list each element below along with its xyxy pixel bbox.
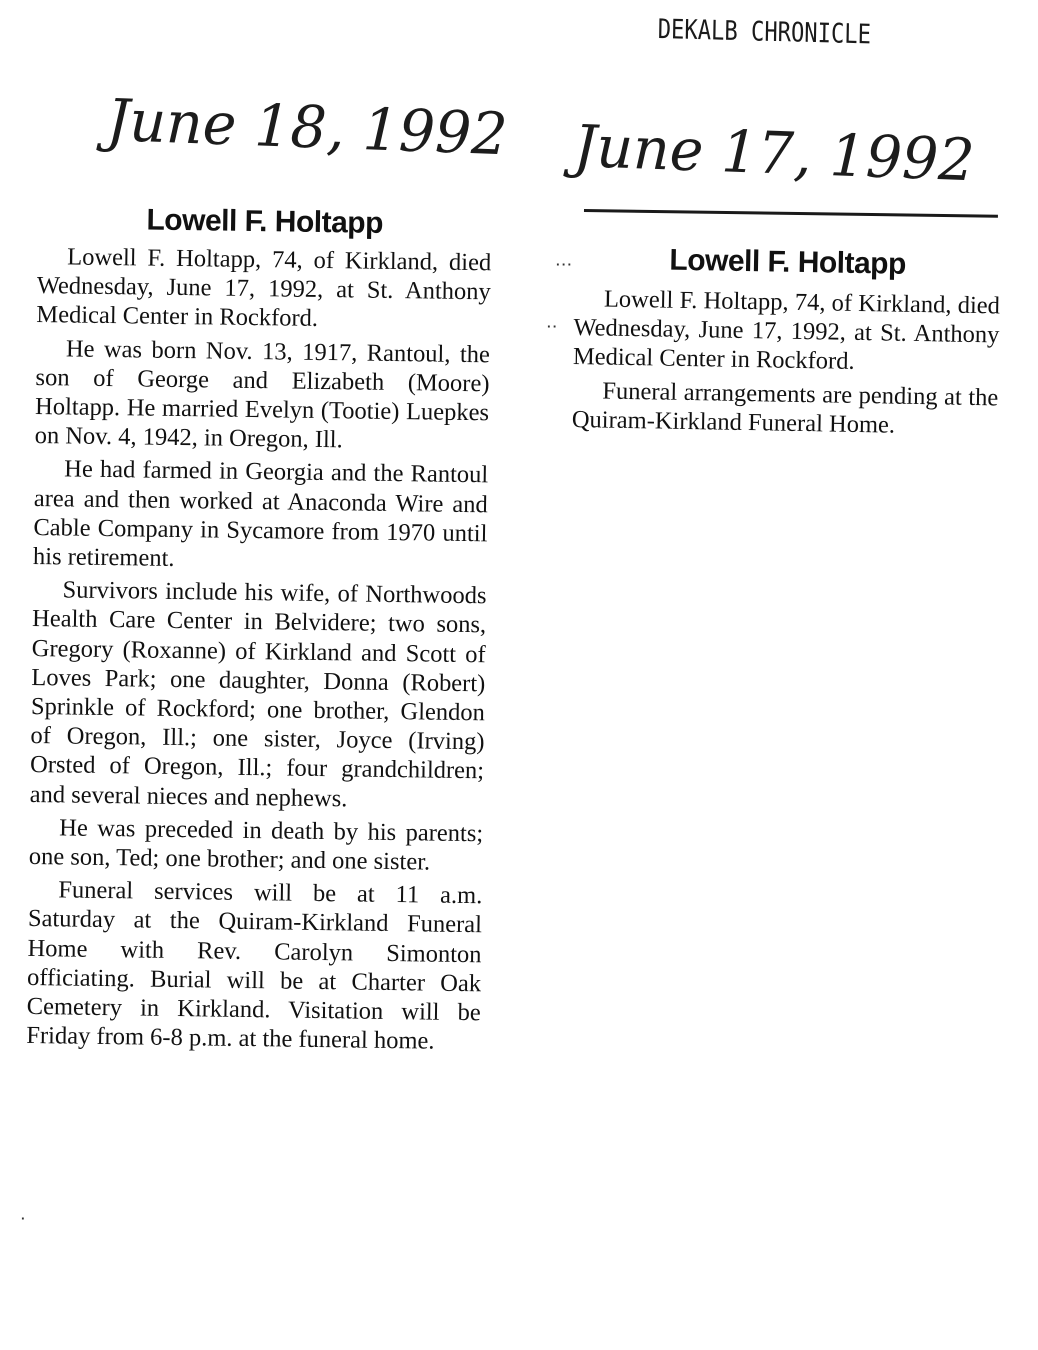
- obituary-paragraph: Survivors include his wife, of Northwoods Health Care Center in Belvidere; two sons, Gregory (Roxanne) of Kirkland and Scott of Loves Park; one daughter, Donna (Robert) Sprinkle of Rockford; one brother, Glendon of Oregon, Ill.; one sister, Joyce (Irving) Orsted of Oregon, Ill.; four grandchildren; and several nieces and nephews.: [29, 576, 487, 813]
- obituary-headline: Lowell F. Holtapp: [669, 243, 907, 281]
- scan-speck: ⋅⋅: [546, 317, 558, 337]
- obituary-paragraph: He was born Nov. 13, 1917, Rantoul, the son of George and Elizabeth (Moore) Holtapp. He married Evelyn (Tootie) Luepkes on Nov. 4, 1942, in Oregon, Ill.: [34, 335, 491, 454]
- obituary-paragraph: He was preceded in death by his parents; one son, Ted; one brother; and one sister.: [28, 814, 484, 876]
- obituary-paragraph: He had farmed in Georgia and the Rantoul area and then worked at Anaconda Wire and Cable Company in Sycamore from 1970 until his retirement.: [32, 455, 489, 572]
- obituary-paragraph: Lowell F. Holtapp, 74, of Kirkland, died Wednesday, June 17, 1992, at St. Anthony Medical Center in Rockford.: [36, 243, 492, 333]
- scan-speck: ⋅: [20, 1209, 26, 1229]
- obituary-headline: Lowell F. Holtapp: [146, 203, 384, 240]
- obituary-paragraph: Lowell F. Holtapp, 74, of Kirkland, died Wednesday, June 17, 1992, at St. Anthony Medical Center in Rockford.: [572, 285, 1001, 376]
- scan-speck: ⋅⋅⋅: [555, 255, 573, 275]
- clipping-top-rule: [584, 209, 998, 218]
- obituary-clipping-left: [26, 200, 492, 1061]
- newspaper-stamp: DEKALB CHRONICLE: [657, 14, 872, 51]
- obituary-clipping-right: [572, 240, 1001, 445]
- obituary-paragraph: Funeral services will be at 11 a.m. Saturday at the Quiram-Kirkland Funeral Home with Rev. Carolyn Simonton officiating. Burial will be at Charter Oak Cemetery in Kirkland. Visitation will be Friday from 6-8 p.m. at the funeral home.: [26, 876, 483, 1055]
- obituary-paragraph: Funeral arrangements are pending at the Quiram-Kirkland Funeral Home.: [571, 377, 999, 439]
- handwritten-date-left: June 18, 1992: [105, 86, 509, 169]
- handwritten-date-right: June 17, 1992: [572, 112, 976, 195]
